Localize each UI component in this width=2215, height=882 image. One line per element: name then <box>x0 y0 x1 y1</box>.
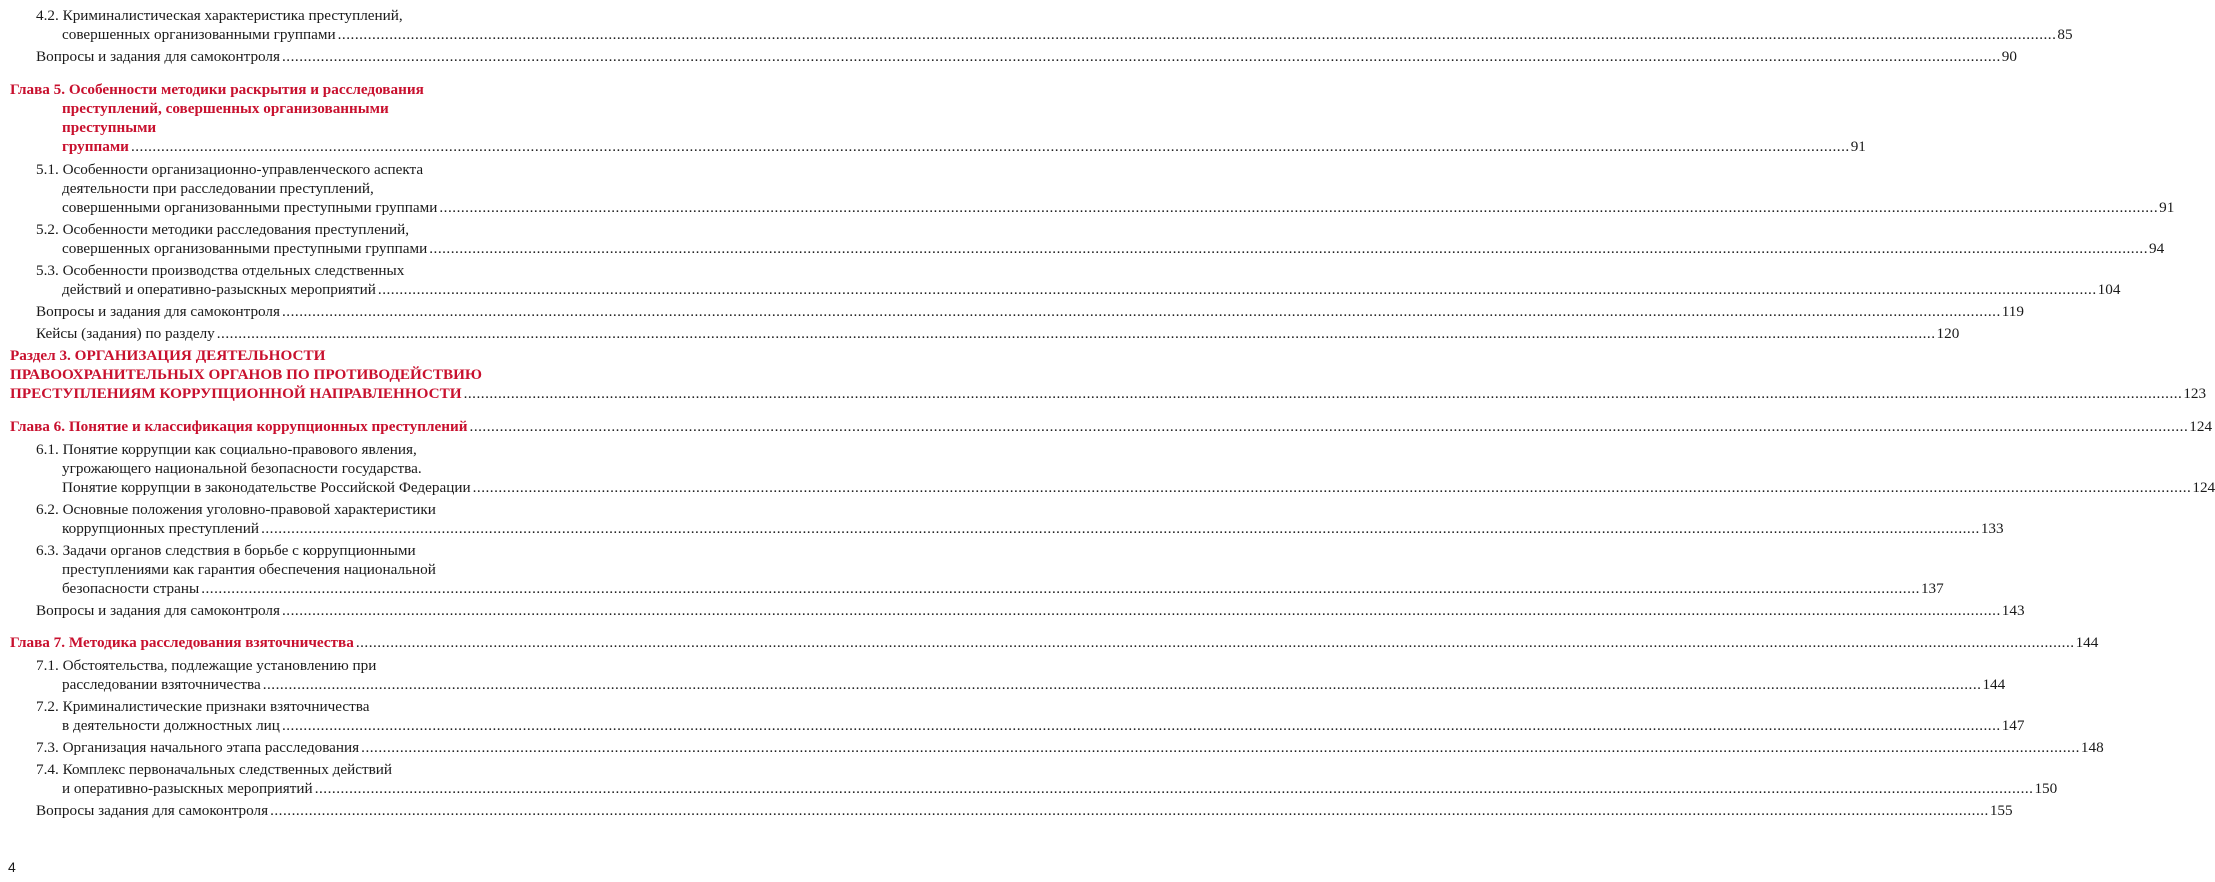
dot-leader: ................................................................................................................................................................................................................................................................................................................................................................................................................ <box>377 281 2097 298</box>
toc-entry-title: Раздел 3. ОРГАНИЗАЦИЯ ДЕЯТЕЛЬНОСТИ <box>10 347 326 364</box>
toc-entry-title: 7.4. Комплекс первоначальных следственных действий <box>36 761 393 778</box>
dot-leader: ................................................................................................................................................................................................................................................................................................................................................................................................................ <box>463 385 2183 402</box>
dot-leader: ................................................................................................................................................................................................................................................................................................................................................................................................................ <box>282 48 2001 65</box>
dot-leader: ................................................................................................................................................................................................................................................................................................................................................................................................................ <box>130 138 1850 155</box>
dot-leader: ................................................................................................................................................................................................................................................................................................................................................................................................................ <box>429 240 2148 257</box>
toc-entry-title: Вопросы задания для самоконтроля <box>36 802 269 819</box>
toc-entry-title: ПРАВООХРАНИТЕЛЬНЫХ ОРГАНОВ ПО ПРОТИВОДЕЙСТВИЮ <box>10 366 483 383</box>
toc-entry-title: 6.1. Понятие коррупции как социально-правового явления, <box>36 441 417 458</box>
toc-page-number[interactable]: 124 <box>2192 479 2215 496</box>
page-number: 4 <box>8 859 16 875</box>
toc-page-number[interactable]: 133 <box>1980 520 2004 537</box>
toc-entry-title: Вопросы и задания для самоконтроля <box>36 48 280 65</box>
dot-leader: ................................................................................................................................................................................................................................................................................................................................................................................................................ <box>282 602 2001 619</box>
dot-leader: ................................................................................................................................................................................................................................................................................................................................................................................................................ <box>281 717 2001 734</box>
dot-leader: ................................................................................................................................................................................................................................................................................................................................................................................................................ <box>282 303 2001 320</box>
toc-entry-title: Понятие коррупции в законодательстве Российской Федерации <box>62 479 471 496</box>
toc-page-number[interactable]: 150 <box>2034 780 2058 797</box>
toc-entry-title: группами <box>62 138 129 155</box>
toc-entry-title: 6.2. Основные положения уголовно-правовой характеристики <box>36 501 436 518</box>
toc-entry-title: 7.3. Организация начального этапа расследования <box>36 739 360 756</box>
toc-entry-title: 5.1. Особенности организационно-управленческого аспекта <box>36 161 424 178</box>
dot-leader: ................................................................................................................................................................................................................................................................................................................................................................................................................ <box>216 325 1936 342</box>
toc-page-number[interactable]: 91 <box>2159 199 2175 216</box>
toc-entry-title: 5.2. Особенности методики расследования преступлений, <box>36 221 410 238</box>
toc-page-number[interactable]: 119 <box>2001 303 2024 320</box>
toc-page-number[interactable]: 148 <box>2080 739 2104 756</box>
toc-entry-title: Вопросы и задания для самоконтроля <box>36 602 280 619</box>
toc-entry-title: Глава 7. Методика расследования взяточничества <box>10 634 354 651</box>
toc-entry-title: преступными <box>62 119 157 136</box>
toc-page-number[interactable]: 91 <box>1850 138 1866 155</box>
toc-entry-title: совершенными организованными преступными группами <box>62 199 438 216</box>
toc-entry-title: деятельности при расследовании преступлений, <box>62 180 374 197</box>
dot-leader: ................................................................................................................................................................................................................................................................................................................................................................................................................ <box>270 802 1989 819</box>
toc-page-number[interactable]: 143 <box>2001 602 2025 619</box>
toc-entry-title: угрожающего национальной безопасности государства. <box>62 460 422 477</box>
toc-page-number[interactable]: 147 <box>2001 717 2025 734</box>
toc-entry-title: Глава 6. Понятие и классификация коррупционных преступлений <box>10 418 468 435</box>
toc-entry-title: 7.2. Криминалистические признаки взяточничества <box>36 698 370 715</box>
toc-page-number[interactable]: 94 <box>2148 240 2165 257</box>
toc-page-number[interactable]: 124 <box>2189 418 2213 435</box>
dot-leader: ................................................................................................................................................................................................................................................................................................................................................................................................................ <box>361 739 2080 756</box>
toc-page-number[interactable]: 144 <box>1982 676 2006 693</box>
toc-page-number[interactable]: 85 <box>2057 26 2073 43</box>
dot-leader: ................................................................................................................................................................................................................................................................................................................................................................................................................ <box>472 479 2192 496</box>
toc-page-number[interactable]: 104 <box>2097 281 2121 298</box>
dot-leader: ................................................................................................................................................................................................................................................................................................................................................................................................................ <box>439 199 2159 216</box>
dot-leader: ................................................................................................................................................................................................................................................................................................................................................................................................................ <box>262 676 1982 693</box>
toc-entry-title: 5.3. Особенности производства отдельных следственных <box>36 262 405 279</box>
toc-page-number[interactable]: 123 <box>2183 385 2207 402</box>
toc-entry-title: действий и оперативно-разыскных мероприятий <box>62 281 376 298</box>
toc-entry-title: в деятельности должностных лиц <box>62 717 280 734</box>
toc-entry-title: расследовании взяточничества <box>62 676 261 693</box>
toc-entry-title: коррупционных преступлений <box>62 520 260 537</box>
toc-entry-title: преступлениями как гарантия обеспечения национальной <box>62 561 436 578</box>
toc-page-number[interactable]: 120 <box>1936 325 1960 342</box>
dot-leader: ................................................................................................................................................................................................................................................................................................................................................................................................................ <box>314 780 2034 797</box>
toc-entry-title: 7.1. Обстоятельства, подлежащие установлению при <box>36 657 377 674</box>
toc-entry-title: Глава 5. Особенности методики раскрытия и расследования <box>10 81 424 98</box>
dot-leader: ................................................................................................................................................................................................................................................................................................................................................................................................................ <box>469 418 2189 435</box>
toc-page-number[interactable]: 155 <box>1989 802 2013 819</box>
dot-leader: ................................................................................................................................................................................................................................................................................................................................................................................................................ <box>337 26 2057 43</box>
toc-entry-title: 6.3. Задачи органов следствия в борьбе с коррупционными <box>36 542 416 559</box>
toc-entry-title: Вопросы и задания для самоконтроля <box>36 303 280 320</box>
dot-leader: ................................................................................................................................................................................................................................................................................................................................................................................................................ <box>201 580 1920 597</box>
toc-page-number[interactable]: 137 <box>1920 580 1944 597</box>
toc-entry-title: 4.2. Криминалистическая характеристика преступлений, <box>36 7 403 24</box>
toc-entry-title: безопасности страны <box>62 580 200 597</box>
dot-leader: ................................................................................................................................................................................................................................................................................................................................................................................................................ <box>355 634 2075 651</box>
dot-leader: ................................................................................................................................................................................................................................................................................................................................................................................................................ <box>261 520 1980 537</box>
toc-entry-title: Кейсы (задания) по разделу <box>36 325 215 342</box>
toc-page-number[interactable]: 144 <box>2075 634 2099 651</box>
toc-entry-title: совершенных организованными преступными группами <box>62 240 428 257</box>
toc-entry-title: и оперативно-разыскных мероприятий <box>62 780 313 797</box>
toc-page-number[interactable]: 90 <box>2001 48 2017 65</box>
toc-entry-title: совершенных организованными группами <box>62 26 336 43</box>
toc-entry-title: ПРЕСТУПЛЕНИЯМ КОРРУПЦИОННОЙ НАПРАВЛЕННОСТИ <box>10 385 462 402</box>
toc-entry-title: преступлений, совершенных организованными <box>62 100 389 117</box>
